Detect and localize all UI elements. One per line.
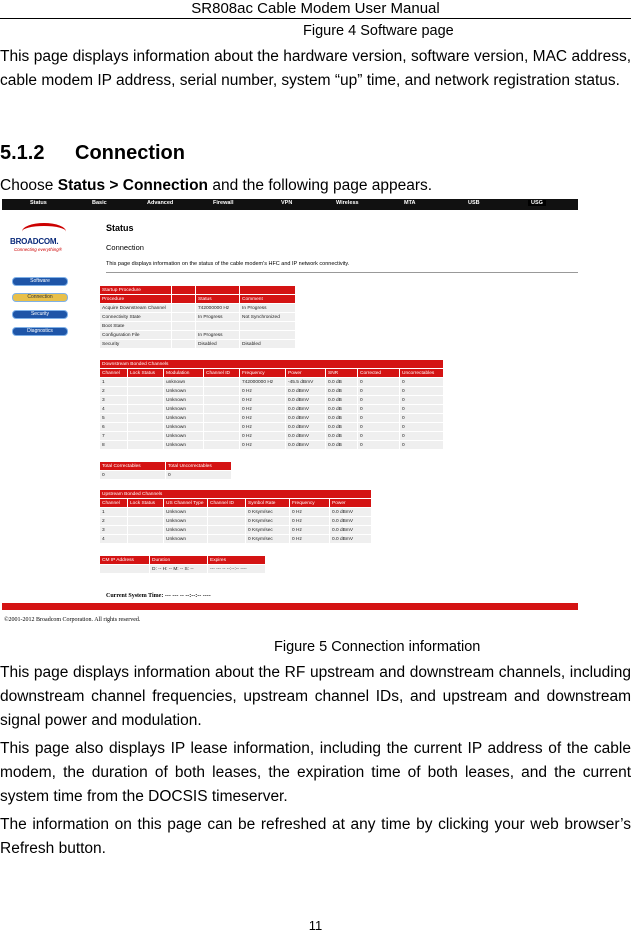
table-row	[100, 387, 444, 396]
running-header: SR808ac Cable Modem User Manual	[191, 0, 440, 17]
table-row	[100, 441, 444, 450]
cell: 7	[100, 432, 128, 441]
cell: Procedure	[100, 295, 172, 304]
table-header-row	[100, 462, 232, 471]
description-rule	[106, 272, 578, 273]
cell: 0 Hz	[240, 387, 286, 396]
table-row	[100, 565, 266, 574]
table-row	[100, 396, 444, 405]
cell: 6	[100, 423, 128, 432]
cell	[128, 378, 164, 387]
cell: 0 Hz	[240, 441, 286, 450]
cell: 0 Hz	[290, 517, 330, 526]
cell: 0.0 dBmV	[330, 535, 372, 544]
cell: Unknown	[164, 432, 204, 441]
cell: 2	[100, 517, 128, 526]
cell: 0.0 dBmV	[286, 405, 326, 414]
nav-tab-status[interactable]: Status	[30, 200, 47, 206]
cell	[128, 423, 164, 432]
header-cell: Channel ID	[208, 499, 246, 508]
header-cell: Frequency	[290, 499, 330, 508]
nav-tab-mta[interactable]: MTA	[404, 200, 416, 206]
status-description: This page displays information on the status of the cable modem's HFC and IP network connectivity.	[106, 261, 350, 267]
totals-table	[99, 461, 232, 480]
header-cell: Symbol Rate	[246, 499, 290, 508]
nav-tab-advanced[interactable]: Advanced	[147, 200, 174, 206]
cell: Connectivity State	[100, 313, 172, 322]
table-header-row	[100, 499, 372, 508]
cell: 0.0 dBmV	[286, 432, 326, 441]
table-row	[100, 508, 372, 517]
section-number: 5.1.2	[0, 142, 45, 164]
cell: 0 Hz	[240, 405, 286, 414]
header-cell: Lock Status	[128, 369, 164, 378]
section-title: Connection	[75, 142, 185, 164]
cell: Unknown	[164, 526, 208, 535]
cell: -45.5 dBmV	[286, 378, 326, 387]
cell: 0	[400, 414, 444, 423]
header-cell: Channel ID	[204, 369, 240, 378]
cell: 0	[358, 414, 400, 423]
cell	[204, 414, 240, 423]
header-cell: Modulation	[164, 369, 204, 378]
cell: 0	[400, 405, 444, 414]
menu-path: Status > Connection	[57, 177, 209, 194]
cell: In Progress	[196, 331, 240, 340]
cell	[128, 396, 164, 405]
header-cell: CM IP Address	[100, 556, 150, 565]
cell: 0.0 dB	[326, 387, 358, 396]
cell: Acquire Downstream Channel	[100, 304, 172, 313]
table-row	[100, 405, 444, 414]
table-row	[100, 378, 444, 387]
cell: 0.0 dBmV	[286, 423, 326, 432]
nav-tab-vpn[interactable]: VPN	[281, 200, 293, 206]
header-cell: Startup Procedure	[100, 286, 172, 295]
table-row	[100, 340, 296, 349]
cell: 0	[166, 471, 232, 480]
cell: 0	[358, 423, 400, 432]
header-cell: Lock Status	[128, 499, 164, 508]
sidenav-security[interactable]: Security	[12, 310, 68, 319]
choose-prefix: Choose	[0, 177, 58, 194]
cell: Comment	[240, 295, 296, 304]
upstream-channels-table	[99, 489, 372, 544]
table-row	[100, 322, 296, 331]
table-row	[100, 331, 296, 340]
header-cell: Corrected	[358, 369, 400, 378]
cell: unknown	[164, 378, 204, 387]
cell: --- --- -- --:--:-- ----	[208, 565, 266, 574]
table-row	[100, 414, 444, 423]
cell	[204, 405, 240, 414]
cell: 0.0 dB	[326, 405, 358, 414]
header-cell: Expires	[208, 556, 266, 565]
header-cell: SNR	[326, 369, 358, 378]
header-cell: Uncorrectables	[400, 369, 444, 378]
broadcom-logo	[8, 221, 83, 261]
ip-lease-table	[99, 555, 266, 574]
cell: Unknown	[164, 535, 208, 544]
cell: Unknown	[164, 405, 204, 414]
cell: Boot State	[100, 322, 172, 331]
cell: 742000000 Hz	[196, 304, 240, 313]
cell	[208, 535, 246, 544]
nav-tab-firewall[interactable]: Firewall	[213, 200, 234, 206]
cell	[128, 535, 164, 544]
nav-tab-wireless[interactable]: Wireless	[336, 200, 359, 206]
cell: 0.0 dBmV	[330, 517, 372, 526]
cell	[100, 565, 150, 574]
table-row	[100, 295, 296, 304]
header-cell: US Channel Type	[164, 499, 208, 508]
table-row	[100, 304, 296, 313]
cell: Not Synchronized	[240, 313, 296, 322]
cell: 0	[358, 396, 400, 405]
sidenav-connection[interactable]: Connection	[12, 293, 68, 302]
cell: 0	[100, 471, 166, 480]
cell: Configuration File	[100, 331, 172, 340]
choose-instruction	[0, 176, 432, 196]
cell: 0 Ksym/sec	[246, 526, 290, 535]
cell	[128, 405, 164, 414]
paragraph-rf-channels: This page displays information about the RF upstream and downstream channels, including downstream channel frequencies, upstream channel IDs, and upstream and downstream signal power and modulation.	[0, 664, 631, 729]
cell: 0.0 dBmV	[286, 441, 326, 450]
cell: 0 Hz	[240, 396, 286, 405]
cell: Unknown	[164, 423, 204, 432]
section-heading	[0, 140, 185, 166]
upstream-title: Upstream Bonded Channels	[100, 490, 372, 499]
nav-tab-usb[interactable]: USB	[468, 200, 480, 206]
cell: 0.0 dBmV	[330, 526, 372, 535]
logo-wordmark: BROADCOM.	[10, 237, 59, 246]
cell: 0 Ksym/sec	[246, 517, 290, 526]
downstream-title: Downstream Bonded Channels	[100, 360, 444, 369]
cell: Security	[100, 340, 172, 349]
status-subtitle: Connection	[106, 243, 144, 252]
cell	[128, 526, 164, 535]
cell: 4	[100, 405, 128, 414]
table-row	[100, 471, 232, 480]
cell: 0.0 dBmV	[286, 414, 326, 423]
nav-tab-usg[interactable]: USG	[528, 200, 546, 206]
cell: In Progress	[196, 313, 240, 322]
cell: Unknown	[164, 441, 204, 450]
header-rule	[0, 18, 631, 19]
cell: 0 Hz	[290, 535, 330, 544]
cell	[204, 387, 240, 396]
cell: 0.0 dB	[326, 378, 358, 387]
status-title: Status	[106, 223, 134, 233]
header-cell: Channel	[100, 499, 128, 508]
cell: 1	[100, 508, 128, 517]
cell: Unknown	[164, 396, 204, 405]
cell: Unknown	[164, 387, 204, 396]
cell: 0	[358, 432, 400, 441]
nav-tab-basic[interactable]: Basic	[92, 200, 107, 206]
cell: 0.0 dBmV	[286, 396, 326, 405]
cell	[208, 526, 246, 535]
header-cell: Total Correctables	[100, 462, 166, 471]
cell: 0	[400, 441, 444, 450]
cell: 0 Ksym/sec	[246, 535, 290, 544]
cell: 0.0 dB	[326, 414, 358, 423]
table-row	[100, 535, 372, 544]
cell	[208, 517, 246, 526]
cell	[204, 396, 240, 405]
cell: 3	[100, 526, 128, 535]
top-navigation-bar	[2, 199, 578, 210]
cell: Unknown	[164, 508, 208, 517]
page-number: 11	[308, 918, 323, 933]
cell: In Progress	[240, 304, 296, 313]
cell: 3	[100, 396, 128, 405]
cell: Unknown	[164, 414, 204, 423]
cell: Status	[196, 295, 240, 304]
table-row	[100, 313, 296, 322]
footer-bar	[2, 603, 578, 610]
cell	[204, 423, 240, 432]
cell: 8	[100, 441, 128, 450]
cell: 0 Hz	[240, 432, 286, 441]
table-title-row	[100, 490, 372, 499]
cell: 0	[400, 396, 444, 405]
cell: 0	[358, 378, 400, 387]
cell: Unknown	[164, 517, 208, 526]
cell	[128, 517, 164, 526]
cell	[204, 441, 240, 450]
cell: 0.0 dB	[326, 396, 358, 405]
cell	[204, 432, 240, 441]
cell	[208, 508, 246, 517]
cell: 0.0 dB	[326, 432, 358, 441]
cell: 0.0 dB	[326, 423, 358, 432]
header-cell: Power	[330, 499, 372, 508]
logo-tagline: Connecting everything®	[14, 247, 63, 252]
copyright-text: ©2001-2012 Broadcom Corporation. All rights reserved.	[4, 617, 141, 623]
cell: 2	[100, 387, 128, 396]
cell: 0	[358, 441, 400, 450]
cell	[128, 414, 164, 423]
header-cell: Total Uncorrectables	[166, 462, 232, 471]
sidenav-diagnostics[interactable]: Diagnostics	[12, 327, 68, 336]
cell: 0.0 dBmV	[286, 387, 326, 396]
current-system-time: Current System Time: --- --- -- --:--:-- ----	[106, 593, 211, 599]
cell: D: -- H: -- M: -- S: --	[150, 565, 208, 574]
table-row	[100, 526, 372, 535]
cell: 0	[400, 423, 444, 432]
cell: 0 Hz	[290, 526, 330, 535]
sidenav-software[interactable]: Software	[12, 277, 68, 286]
cell: 0	[400, 387, 444, 396]
table-title-row	[100, 360, 444, 369]
cell: Disabled	[196, 340, 240, 349]
cell: 0	[400, 432, 444, 441]
table-row	[100, 432, 444, 441]
table-header-row	[100, 369, 444, 378]
cell: 0	[400, 378, 444, 387]
paragraph-refresh: The information on this page can be refreshed at any time by clicking your web browser’s Refresh button.	[0, 816, 631, 857]
cell	[128, 441, 164, 450]
table-header-row	[100, 286, 296, 295]
cell	[128, 387, 164, 396]
cell	[128, 432, 164, 441]
choose-suffix: and the following page appears.	[208, 177, 433, 194]
header-cell: Channel	[100, 369, 128, 378]
cell: 0 Hz	[290, 508, 330, 517]
cell: 0 Hz	[240, 423, 286, 432]
cell	[204, 378, 240, 387]
header-cell: Duration	[150, 556, 208, 565]
figure-4-caption: Figure 4 Software page	[303, 23, 454, 39]
header-cell: Power	[286, 369, 326, 378]
paragraph-ip-lease: This page also displays IP lease information, including the current IP address of the cable modem, the duration of both leases, the expiration time of both leases, and the current system time from the DOCSIS timeserver.	[0, 740, 631, 805]
cell: 0.0 dBmV	[330, 508, 372, 517]
downstream-channels-table	[99, 359, 444, 450]
cell: 1	[100, 378, 128, 387]
header-cell: Frequency	[240, 369, 286, 378]
cell: 0.0 dB	[326, 441, 358, 450]
cell: 0	[358, 405, 400, 414]
figure-5-caption: Figure 5 Connection information	[274, 639, 481, 655]
cell: 4	[100, 535, 128, 544]
startup-procedure-table	[99, 285, 296, 349]
cell: 742000000 Hz	[240, 378, 286, 387]
cell: 0 Hz	[240, 414, 286, 423]
paragraph-intro: This page displays information about the hardware version, software version, MAC address, cable modem IP address, serial number, system “up” time, and network registration status.	[0, 48, 631, 89]
connection-page-screenshot	[2, 199, 578, 630]
cell: 5	[100, 414, 128, 423]
table-row	[100, 423, 444, 432]
cell: Disabled	[240, 340, 296, 349]
cell	[128, 508, 164, 517]
table-row	[100, 517, 372, 526]
cell: 0 Ksym/sec	[246, 508, 290, 517]
cell: 0	[358, 387, 400, 396]
table-header-row	[100, 556, 266, 565]
